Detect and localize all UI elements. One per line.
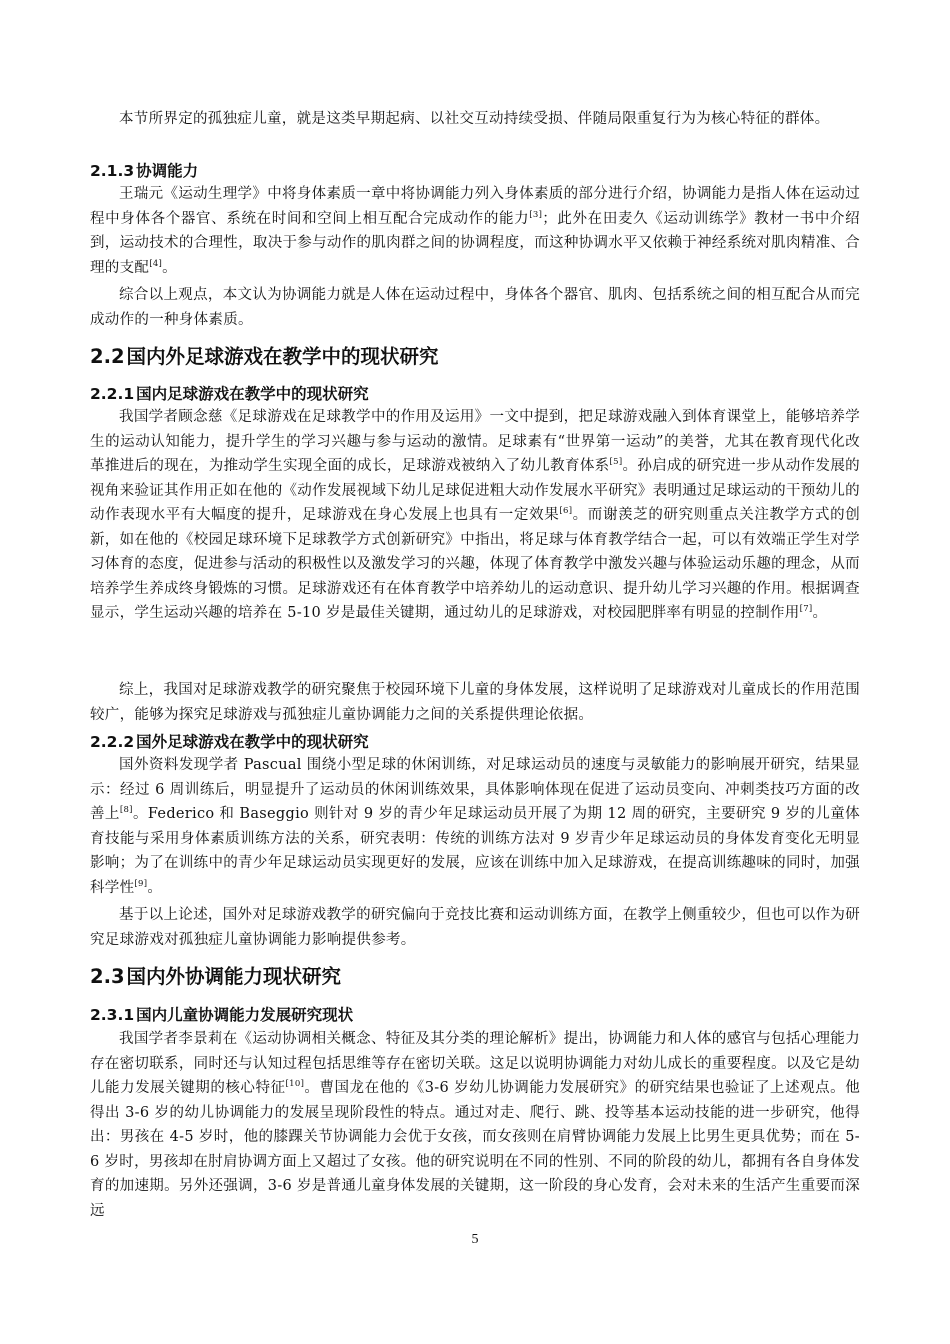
section-title: 国内外协调能力现状研究: [126, 965, 342, 988]
citation-ref: [4]: [149, 258, 163, 269]
citation-ref: [8]: [119, 805, 133, 816]
section-heading-2-3-1: [90, 1004, 860, 1026]
paragraph-text: 。孙启成的研究进一步从动作发展的视角来验证其作用正如在他的《动作发展视域下幼儿足球促进粗大动作发展水平研究》表明通过足球运动的干预幼儿的动作表现水平有大幅度的提升，足球游戏在身心发展上也具有一定效果: [90, 458, 860, 523]
section-title: 协调能力: [136, 162, 199, 180]
paragraph-text: 基于以上论述，国外对足球游戏教学的研究偏向于竞技比赛和运动训练方面，在教学上侧重较少，但也可以作为研究足球游戏对孤独症儿童协调能力影响提供参考。: [90, 907, 860, 948]
section-number: 2.3.1: [90, 1006, 135, 1024]
paragraph-text: 。: [812, 605, 828, 621]
section-title: 国外足球游戏在教学中的现状研究: [136, 733, 369, 751]
paragraph-text: 。曹国龙在他的《3-6 岁幼儿协调能力发展研究》的研究结果也验证了上述观点。他得出 3-6 岁的幼儿协调能力的发展呈现阶段性的特点。通过对走、爬行、跳、投等基本运动技能的进一步研究，他得出：男孩在 4-5 岁时，他的膝踝关节协调能力会优于女孩，而女孩则在肩臂协调能力发展上比男生更具优势；而在 5-6 岁时，男孩却在肘肩协调方面上又超过了女孩。他的研究说明在不同的性别、不同的阶段的幼儿，都拥有各自身体发育的加速期。另外还强调，3-6 岁是普通儿童身体发展的关键期，这一阶段的身心发育，会对未来的生活产生重要而深远: [90, 1080, 860, 1219]
section-heading-2-2: [90, 343, 860, 371]
paragraph-text: 。而谢羡芝的研究则重点关注教学方式的创新，如在他的《校园足球环境下足球教学方式创新研究》中指出，将足球与体育教学结合一起，可以有效端正学生对学习体育的态度，促进参与活动的积极性以及激发学习的兴趣，体现了体育教学中激发兴趣与体验运动乐趣的理念，从而培养学生养成终身锻炼的习惯。足球游戏还有在体育教学中培养幼儿的运动意识、提升幼儿学习兴趣的作用。根据调查显示，学生运动兴趣的培养在 5-10 岁是最佳关键期，通过幼儿的足球游戏，对校园肥胖率有明显的控制作用: [90, 507, 861, 621]
paragraph-text: 我国学者顾念慈《足球游戏在足球教学中的作用及运用》一文中提到，把足球游戏融入到体育课堂上，能够培养学生的运动认知能力，提升学生的学习兴趣与参与运动的激情。足球素有“世界第一运动”的美誉，尤其在教育现代化改革推进后的现在，为推动学生实现全面的成长，足球游戏被纳入了幼儿教育体系: [90, 409, 860, 474]
paragraph-text: 国外资料发现学者 Pascual 围绕小型足球的休闲训练，对足球运动员的速度与灵敏能力的影响展开研究，结果显示：经过 6 周训练后，明显提升了运动员的休闲训练效果，具体影响体现在促进了运动员变向、冲刺类技巧方面的改善上: [90, 757, 860, 822]
section-title: 国内儿童协调能力发展研究现状: [136, 1006, 354, 1024]
paragraph-coordination-definition: [90, 182, 860, 280]
section-heading-2-3: [90, 963, 860, 991]
section-heading-2-2-2: [90, 731, 860, 753]
citation-ref: [10]: [285, 1079, 305, 1090]
paragraph-text: 综合以上观点，本文认为协调能力就是人体在运动过程中，身体各个器官、肌肉、包括系统之间的相互配合从而完成动作的一种身体素质。: [90, 287, 860, 328]
section-title: 国内足球游戏在教学中的现状研究: [136, 385, 369, 403]
paragraph-text: 综上，我国对足球游戏教学的研究聚焦于校园环境下儿童的身体发展，这样说明了足球游戏对儿童成长的作用范围较广，能够为探究足球游戏与孤独症儿童协调能力之间的关系提供理论依据。: [90, 682, 860, 723]
paragraph-autism-definition: [90, 107, 860, 132]
section-number: 2.3: [90, 965, 125, 988]
section-heading-2-1-3: [90, 160, 860, 182]
section-number: 2.2: [90, 345, 125, 368]
section-number: 2.2.1: [90, 385, 135, 403]
paragraph-text: 。: [147, 879, 163, 896]
section-number: 2.1.3: [90, 162, 135, 180]
paragraph-foreign-football-research: [90, 753, 860, 900]
section-number: 2.2.2: [90, 733, 135, 751]
citation-ref: [7]: [799, 604, 813, 615]
citation-ref: [3]: [529, 209, 543, 220]
paragraph-text: 王瑞元《运动生理学》中将身体素质一章中将协调能力列入身体素质的部分进行介绍，协调能力是指人体在运动过程中身体各个器官、系统在时间和空间上相互配合完成动作的能力: [90, 186, 860, 227]
paragraph-foreign-summary: [90, 903, 860, 952]
paragraph-text: ；此外在田麦久《运动训练学》教材一书中介绍到，运动技术的合理性，取决于参与动作的肌肉群之间的协调程度，而这种协调水平又依赖于神经系统对肌肉精准、合理的支配: [90, 210, 860, 276]
section-title: 国内外足球游戏在教学中的现状研究: [126, 345, 439, 368]
paragraph-domestic-summary: [90, 678, 860, 727]
page-number: 5: [471, 1232, 479, 1247]
paragraph-text: 。: [162, 259, 177, 276]
citation-ref: [9]: [134, 878, 148, 889]
paragraph-child-coordination-research: [90, 1027, 860, 1223]
paragraph-text: 本节所界定的孤独症儿童，就是这类早期起病、以社交互动持续受损、伴随局限重复行为为核心特征的群体。: [119, 111, 830, 127]
section-heading-2-2-1: [90, 383, 860, 405]
paragraph-domestic-football-research: [90, 405, 860, 626]
paragraph-text: 我国学者李景莉在《运动协调相关概念、特征及其分类的理论解析》提出，协调能力和人体的感官与包括心理能力存在密切联系，同时还与认知过程包括思维等存在密切关联。这足以说明协调能力对幼儿成长的重要程度。以及它是幼儿能力发展关键期的核心特征: [90, 1031, 860, 1096]
citation-ref: [6]: [559, 506, 573, 517]
paragraph-coordination-summary: [90, 283, 860, 332]
citation-ref: [5]: [609, 457, 623, 468]
paragraph-text: 。Federico 和 Baseggio 则针对 9 岁的青少年足球运动员开展了为期 12 周的研究，主要研究 9 岁的儿童体育技能与采用身体素质训练方法的关系，研究表明：传统的训练方法对 9 岁青少年足球运动员的身体发育变化无明显影响；为了在训练中的青少年足球运动员实现更好的发展，应该在训练中加入足球游戏，在提高训练趣味的同时，加强科学性: [90, 806, 860, 896]
